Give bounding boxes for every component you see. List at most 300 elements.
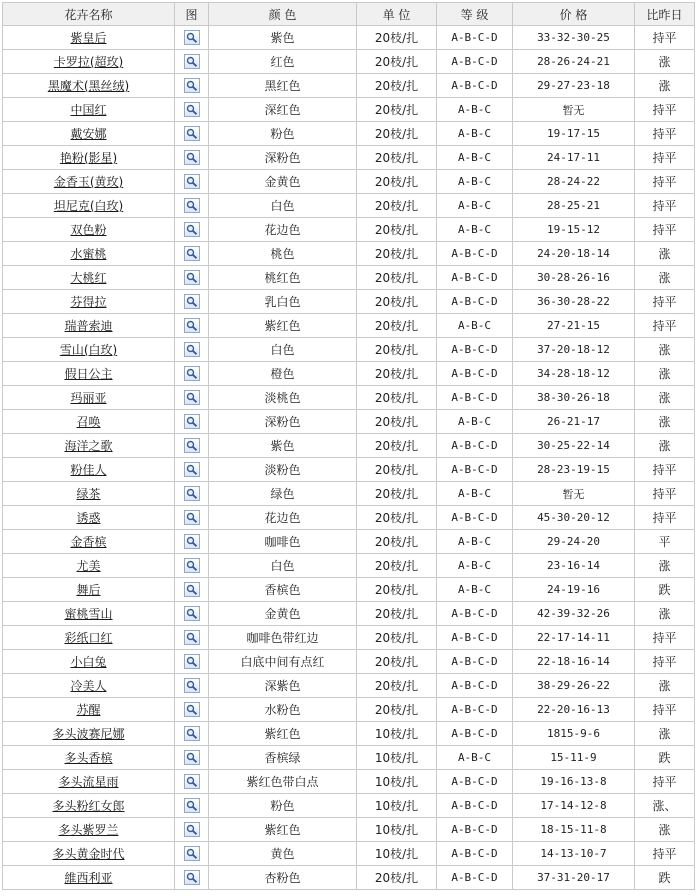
flower-name-cell <box>3 74 175 98</box>
price-cell: 27-21-15 <box>513 314 635 338</box>
trend-cell: 涨 <box>635 50 695 74</box>
magnifier-icon[interactable] <box>184 414 200 429</box>
flower-name-link[interactable]: 召唤 <box>76 415 101 429</box>
unit-cell: 20枝/扎 <box>357 602 437 626</box>
trend-cell: 涨 <box>635 434 695 458</box>
flower-name-link[interactable]: 海洋之歌 <box>64 439 113 453</box>
magnifier-icon[interactable] <box>184 174 200 189</box>
flower-name-cell <box>3 218 175 242</box>
table-row <box>3 146 695 170</box>
flower-name-link[interactable]: 苏醒 <box>76 703 101 717</box>
header-grade: 等 级 <box>437 3 513 26</box>
price-cell: 24-19-16 <box>513 578 635 602</box>
magnifier-icon[interactable] <box>184 750 200 765</box>
color-cell: 桃红色 <box>209 266 357 290</box>
flower-name-link[interactable]: 多头粉红女郎 <box>52 799 125 813</box>
color-cell: 紫红色 <box>209 314 357 338</box>
unit-cell: 20枝/扎 <box>357 410 437 434</box>
table-row <box>3 818 695 842</box>
magnifier-icon[interactable] <box>184 486 200 501</box>
image-cell <box>175 194 209 218</box>
grade-cell: A-B-C <box>437 218 513 242</box>
image-cell <box>175 410 209 434</box>
flower-name-link[interactable]: 艳粉(影星) <box>59 151 118 165</box>
magnifier-icon[interactable] <box>184 150 200 165</box>
flower-name-cell <box>3 506 175 530</box>
trend-cell: 跌 <box>635 746 695 770</box>
image-cell <box>175 626 209 650</box>
flower-name-link[interactable]: 绿茶 <box>76 487 101 501</box>
magnifier-icon[interactable] <box>184 366 200 381</box>
trend-cell: 持平 <box>635 26 695 50</box>
price-cell: 42-39-32-26 <box>513 602 635 626</box>
table-row <box>3 122 695 146</box>
table-row <box>3 410 695 434</box>
grade-cell: A-B-C-D <box>437 698 513 722</box>
table-row <box>3 794 695 818</box>
flower-name-cell <box>3 794 175 818</box>
trend-cell: 涨 <box>635 338 695 362</box>
price-cell: 18-15-11-8 <box>513 818 635 842</box>
grade-cell: A-B-C-D <box>437 290 513 314</box>
magnifier-icon[interactable] <box>184 582 200 597</box>
grade-cell: A-B-C <box>437 554 513 578</box>
color-cell: 金黄色 <box>209 170 357 194</box>
flower-name-cell <box>3 170 175 194</box>
grade-cell: A-B-C-D <box>437 770 513 794</box>
magnifier-icon[interactable] <box>184 126 200 141</box>
table-row <box>3 626 695 650</box>
table-row <box>3 506 695 530</box>
image-cell <box>175 290 209 314</box>
price-cell: 24-20-18-14 <box>513 242 635 266</box>
color-cell: 白色 <box>209 554 357 578</box>
image-cell <box>175 746 209 770</box>
unit-cell: 20枝/扎 <box>357 650 437 674</box>
unit-cell: 20枝/扎 <box>357 218 437 242</box>
grade-cell: A-B-C-D <box>437 722 513 746</box>
flower-name-link[interactable]: 多头波赛尼娜 <box>52 727 125 741</box>
unit-cell: 10枝/扎 <box>357 818 437 842</box>
flower-name-link[interactable]: 蜜桃雪山 <box>64 607 113 621</box>
magnifier-icon[interactable] <box>184 78 200 93</box>
color-cell: 水粉色 <box>209 698 357 722</box>
magnifier-icon[interactable] <box>184 606 200 621</box>
color-cell: 橙色 <box>209 362 357 386</box>
image-cell <box>175 74 209 98</box>
image-cell <box>175 458 209 482</box>
image-cell <box>175 578 209 602</box>
flower-name-cell <box>3 290 175 314</box>
trend-cell: 涨 <box>635 362 695 386</box>
flower-name-cell <box>3 98 175 122</box>
flower-name-cell <box>3 314 175 338</box>
magnifier-icon[interactable] <box>184 198 200 213</box>
magnifier-icon[interactable] <box>184 678 200 693</box>
unit-cell: 20枝/扎 <box>357 122 437 146</box>
grade-cell: A-B-C <box>437 746 513 770</box>
magnifier-icon[interactable] <box>184 438 200 453</box>
color-cell: 乳白色 <box>209 290 357 314</box>
grade-cell: A-B-C-D <box>437 458 513 482</box>
magnifier-icon[interactable] <box>184 654 200 669</box>
image-cell <box>175 26 209 50</box>
table-row <box>3 866 695 890</box>
flower-name-link[interactable]: 雪山(白玫) <box>59 343 118 357</box>
table-row <box>3 770 695 794</box>
trend-cell: 持平 <box>635 146 695 170</box>
flower-name-link[interactable]: 舞后 <box>76 583 101 597</box>
image-cell <box>175 50 209 74</box>
color-cell: 粉色 <box>209 122 357 146</box>
price-cell: 1815-9-6 <box>513 722 635 746</box>
price-cell: 暂无 <box>513 98 635 122</box>
image-cell <box>175 554 209 578</box>
magnifier-icon[interactable] <box>184 822 200 837</box>
table-row <box>3 290 695 314</box>
color-cell: 红色 <box>209 50 357 74</box>
trend-cell: 涨、 <box>635 794 695 818</box>
flower-name-cell <box>3 266 175 290</box>
flower-name-link[interactable]: 金香槟 <box>70 535 107 549</box>
flower-name-link[interactable]: 水蜜桃 <box>70 247 107 261</box>
flower-name-link[interactable]: 瑞普索迪 <box>64 319 113 333</box>
price-cell: 29-27-23-18 <box>513 74 635 98</box>
magnifier-icon[interactable] <box>184 510 200 525</box>
price-cell: 23-16-14 <box>513 554 635 578</box>
table-row <box>3 650 695 674</box>
image-cell <box>175 362 209 386</box>
color-cell: 深紫色 <box>209 674 357 698</box>
color-cell: 白底中间有点红 <box>209 650 357 674</box>
image-cell <box>175 866 209 890</box>
magnifier-icon[interactable] <box>184 30 200 45</box>
flower-name-cell <box>3 362 175 386</box>
flower-name-cell <box>3 770 175 794</box>
table-row <box>3 842 695 866</box>
price-cell: 37-20-18-12 <box>513 338 635 362</box>
flower-name-cell <box>3 650 175 674</box>
price-cell: 36-30-28-22 <box>513 290 635 314</box>
unit-cell: 20枝/扎 <box>357 26 437 50</box>
flower-name-link[interactable]: 诱惑 <box>76 511 101 525</box>
table-row <box>3 530 695 554</box>
magnifier-icon[interactable] <box>184 318 200 333</box>
flower-name-cell <box>3 338 175 362</box>
flower-name-link[interactable]: 黑魔术(黑丝绒) <box>47 79 130 93</box>
unit-cell: 20枝/扎 <box>357 482 437 506</box>
color-cell: 咖啡色 <box>209 530 357 554</box>
flower-name-link[interactable]: 維西利亚 <box>64 871 113 885</box>
price-cell: 19-15-12 <box>513 218 635 242</box>
flower-name-cell <box>3 554 175 578</box>
unit-cell: 10枝/扎 <box>357 746 437 770</box>
color-cell: 深粉色 <box>209 146 357 170</box>
flower-name-cell <box>3 482 175 506</box>
grade-cell: A-B-C <box>437 410 513 434</box>
unit-cell: 20枝/扎 <box>357 146 437 170</box>
trend-cell: 持平 <box>635 314 695 338</box>
trend-cell: 持平 <box>635 122 695 146</box>
unit-cell: 20枝/扎 <box>357 434 437 458</box>
flower-name-link[interactable]: 粉佳人 <box>70 463 107 477</box>
flower-name-link[interactable]: 玛丽亚 <box>70 391 107 405</box>
flower-name-cell <box>3 434 175 458</box>
magnifier-icon[interactable] <box>184 222 200 237</box>
trend-cell: 持平 <box>635 194 695 218</box>
flower-name-link[interactable]: 多头黄金时代 <box>52 847 125 861</box>
magnifier-icon[interactable] <box>184 342 200 357</box>
flower-name-cell <box>3 722 175 746</box>
grade-cell: A-B-C <box>437 314 513 338</box>
price-cell: 15-11-9 <box>513 746 635 770</box>
price-cell: 37-31-20-17 <box>513 866 635 890</box>
unit-cell: 20枝/扎 <box>357 554 437 578</box>
magnifier-icon[interactable] <box>184 726 200 741</box>
trend-cell: 涨 <box>635 266 695 290</box>
flower-name-link[interactable]: 尤美 <box>76 559 101 573</box>
flower-name-cell <box>3 746 175 770</box>
trend-cell: 涨 <box>635 74 695 98</box>
price-cell: 17-14-12-8 <box>513 794 635 818</box>
flower-name-link[interactable]: 多头香槟 <box>64 751 113 765</box>
flower-name-link[interactable]: 戴安娜 <box>70 127 107 141</box>
table-row <box>3 674 695 698</box>
grade-cell: A-B-C-D <box>437 506 513 530</box>
flower-name-link[interactable]: 紫皇后 <box>70 31 107 45</box>
unit-cell: 20枝/扎 <box>357 338 437 362</box>
flower-name-link[interactable]: 假日公主 <box>64 367 113 381</box>
flower-name-link[interactable]: 芬得拉 <box>70 295 107 309</box>
price-cell: 26-21-17 <box>513 410 635 434</box>
magnifier-icon[interactable] <box>184 54 200 69</box>
flower-name-cell <box>3 242 175 266</box>
unit-cell: 20枝/扎 <box>357 50 437 74</box>
unit-cell: 10枝/扎 <box>357 770 437 794</box>
color-cell: 白色 <box>209 194 357 218</box>
table-row <box>3 194 695 218</box>
table-row <box>3 98 695 122</box>
trend-cell: 持平 <box>635 698 695 722</box>
image-cell <box>175 698 209 722</box>
color-cell: 紫色 <box>209 26 357 50</box>
color-cell: 紫色 <box>209 434 357 458</box>
magnifier-icon[interactable] <box>184 462 200 477</box>
flower-name-link[interactable]: 多头流星雨 <box>58 775 119 789</box>
price-cell: 14-13-10-7 <box>513 842 635 866</box>
table-header-row <box>3 3 695 26</box>
trend-cell: 涨 <box>635 674 695 698</box>
grade-cell: A-B-C-D <box>437 650 513 674</box>
magnifier-icon[interactable] <box>184 270 200 285</box>
grade-cell: A-B-C-D <box>437 602 513 626</box>
unit-cell: 20枝/扎 <box>357 578 437 602</box>
flower-name-link[interactable]: 双色粉 <box>70 223 107 237</box>
trend-cell: 持平 <box>635 218 695 242</box>
trend-cell: 持平 <box>635 458 695 482</box>
header-unit: 单 位 <box>357 3 437 26</box>
grade-cell: A-B-C-D <box>437 362 513 386</box>
image-cell <box>175 722 209 746</box>
table-row <box>3 434 695 458</box>
magnifier-icon[interactable] <box>184 534 200 549</box>
grade-cell: A-B-C <box>437 194 513 218</box>
flower-name-link[interactable]: 冷美人 <box>70 679 107 693</box>
flower-name-link[interactable]: 彩纸口红 <box>64 631 113 645</box>
table-row <box>3 362 695 386</box>
image-cell <box>175 650 209 674</box>
grade-cell: A-B-C-D <box>437 866 513 890</box>
flower-name-link[interactable]: 大桃红 <box>70 271 107 285</box>
unit-cell: 20枝/扎 <box>357 74 437 98</box>
color-cell: 紫红色 <box>209 722 357 746</box>
unit-cell: 20枝/扎 <box>357 362 437 386</box>
price-cell: 19-16-13-8 <box>513 770 635 794</box>
trend-cell: 持平 <box>635 842 695 866</box>
image-cell <box>175 602 209 626</box>
grade-cell: A-B-C-D <box>437 674 513 698</box>
flower-name-link[interactable]: 中国红 <box>70 103 107 117</box>
image-cell <box>175 266 209 290</box>
trend-cell: 平 <box>635 530 695 554</box>
table-row <box>3 482 695 506</box>
unit-cell: 20枝/扎 <box>357 386 437 410</box>
flower-name-cell <box>3 122 175 146</box>
grade-cell: A-B-C-D <box>437 626 513 650</box>
flower-name-cell <box>3 578 175 602</box>
color-cell: 深红色 <box>209 98 357 122</box>
color-cell: 淡桃色 <box>209 386 357 410</box>
price-cell: 22-18-16-14 <box>513 650 635 674</box>
magnifier-icon[interactable] <box>184 246 200 261</box>
trend-cell: 涨 <box>635 554 695 578</box>
grade-cell: A-B-C-D <box>437 266 513 290</box>
color-cell: 花边色 <box>209 506 357 530</box>
table-row <box>3 266 695 290</box>
magnifier-icon[interactable] <box>184 870 200 885</box>
image-cell <box>175 386 209 410</box>
header-name: 花卉名称 <box>3 3 175 26</box>
image-cell <box>175 146 209 170</box>
magnifier-icon[interactable] <box>184 630 200 645</box>
unit-cell: 20枝/扎 <box>357 458 437 482</box>
price-cell: 45-30-20-12 <box>513 506 635 530</box>
color-cell: 黄色 <box>209 842 357 866</box>
grade-cell: A-B-C <box>437 530 513 554</box>
table-row <box>3 698 695 722</box>
flower-name-link[interactable]: 金香玉(黄玫) <box>53 175 124 189</box>
price-cell: 28-26-24-21 <box>513 50 635 74</box>
unit-cell: 20枝/扎 <box>357 266 437 290</box>
flower-name-link[interactable]: 坦尼克(白玫) <box>53 199 124 213</box>
color-cell: 香槟色 <box>209 578 357 602</box>
grade-cell: A-B-C-D <box>437 818 513 842</box>
trend-cell: 持平 <box>635 770 695 794</box>
flower-name-link[interactable]: 多头紫罗兰 <box>58 823 119 837</box>
magnifier-icon[interactable] <box>184 102 200 117</box>
header-color: 颜 色 <box>209 3 357 26</box>
unit-cell: 20枝/扎 <box>357 866 437 890</box>
price-cell: 38-29-26-22 <box>513 674 635 698</box>
flower-name-cell <box>3 410 175 434</box>
magnifier-icon[interactable] <box>184 558 200 573</box>
image-cell <box>175 98 209 122</box>
grade-cell: A-B-C <box>437 170 513 194</box>
color-cell: 花边色 <box>209 218 357 242</box>
flower-price-table <box>2 2 695 890</box>
price-cell: 28-24-22 <box>513 170 635 194</box>
flower-name-cell <box>3 602 175 626</box>
trend-cell: 持平 <box>635 650 695 674</box>
price-cell: 29-24-20 <box>513 530 635 554</box>
grade-cell: A-B-C-D <box>437 794 513 818</box>
flower-name-cell <box>3 674 175 698</box>
flower-name-cell <box>3 50 175 74</box>
color-cell: 绿色 <box>209 482 357 506</box>
color-cell: 桃色 <box>209 242 357 266</box>
unit-cell: 20枝/扎 <box>357 674 437 698</box>
unit-cell: 20枝/扎 <box>357 242 437 266</box>
magnifier-icon[interactable] <box>184 798 200 813</box>
trend-cell: 涨 <box>635 242 695 266</box>
grade-cell: A-B-C-D <box>437 842 513 866</box>
trend-cell: 跌 <box>635 866 695 890</box>
header-compare: 比昨日 <box>635 3 695 26</box>
grade-cell: A-B-C-D <box>437 74 513 98</box>
magnifier-icon[interactable] <box>184 846 200 861</box>
unit-cell: 20枝/扎 <box>357 506 437 530</box>
image-cell <box>175 434 209 458</box>
color-cell: 深粉色 <box>209 410 357 434</box>
table-row <box>3 578 695 602</box>
unit-cell: 20枝/扎 <box>357 530 437 554</box>
magnifier-icon[interactable] <box>184 702 200 717</box>
trend-cell: 持平 <box>635 506 695 530</box>
unit-cell: 20枝/扎 <box>357 170 437 194</box>
flower-name-link[interactable]: 卡罗拉(超玫) <box>53 55 124 69</box>
trend-cell: 持平 <box>635 482 695 506</box>
price-cell: 33-32-30-25 <box>513 26 635 50</box>
color-cell: 紫红色带白点 <box>209 770 357 794</box>
price-cell: 34-28-18-12 <box>513 362 635 386</box>
color-cell: 杏粉色 <box>209 866 357 890</box>
flower-name-cell <box>3 842 175 866</box>
trend-cell: 涨 <box>635 722 695 746</box>
magnifier-icon[interactable] <box>184 294 200 309</box>
image-cell <box>175 242 209 266</box>
image-cell <box>175 314 209 338</box>
flower-name-cell <box>3 866 175 890</box>
magnifier-icon[interactable] <box>184 390 200 405</box>
magnifier-icon[interactable] <box>184 774 200 789</box>
grade-cell: A-B-C-D <box>437 50 513 74</box>
flower-name-cell <box>3 458 175 482</box>
table-row <box>3 50 695 74</box>
price-cell: 暂无 <box>513 482 635 506</box>
image-cell <box>175 170 209 194</box>
flower-name-link[interactable]: 小白兔 <box>70 655 107 669</box>
image-cell <box>175 338 209 362</box>
table-row <box>3 722 695 746</box>
grade-cell: A-B-C <box>437 146 513 170</box>
flower-name-cell <box>3 194 175 218</box>
color-cell: 香槟绿 <box>209 746 357 770</box>
price-cell: 30-25-22-14 <box>513 434 635 458</box>
grade-cell: A-B-C <box>437 98 513 122</box>
image-cell <box>175 770 209 794</box>
image-cell <box>175 218 209 242</box>
trend-cell: 涨 <box>635 818 695 842</box>
